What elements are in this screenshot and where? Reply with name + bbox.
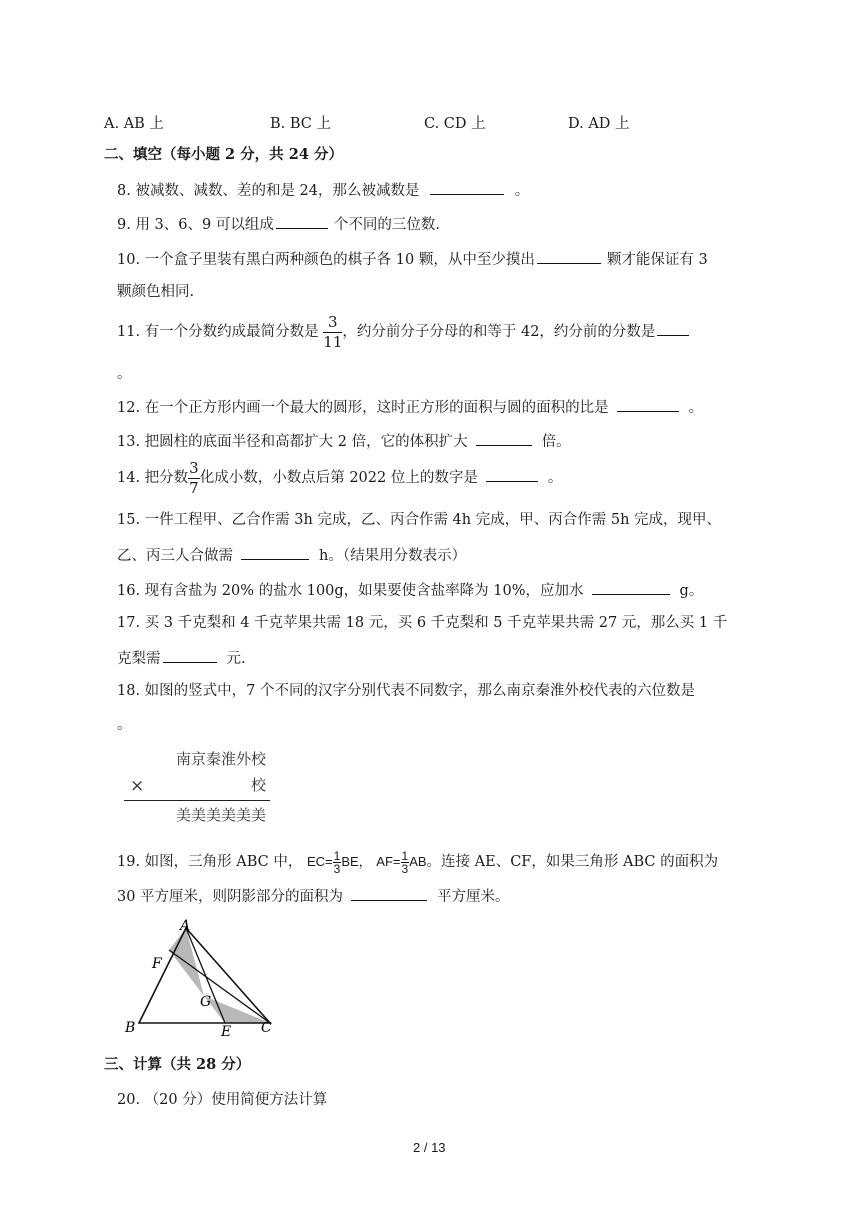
triangle-figure: [118, 918, 284, 1040]
q10-answer-blank[interactable]: [537, 249, 601, 264]
question-9: [117, 214, 440, 234]
option-a: A. AB 上: [104, 116, 164, 132]
option-b: B. BC 上: [270, 116, 332, 132]
q14-end: 。: [547, 470, 563, 486]
ec-label: EC=: [307, 854, 333, 869]
puzzle-row-2: 校: [250, 776, 266, 794]
q14-answer-blank[interactable]: [486, 467, 538, 482]
q15-text-b: h。（结果用分数表示）: [319, 548, 467, 564]
q9-text-a: 9. 用 3、6、9 可以组成: [117, 217, 274, 233]
q16-answer-blank[interactable]: [592, 580, 670, 595]
label-c: C: [261, 1020, 272, 1036]
q14-fraction: [188, 458, 200, 497]
q14-numerator: 3: [189, 458, 199, 477]
af-fraction: [401, 850, 410, 875]
q15-answer-blank[interactable]: [241, 545, 309, 560]
af-numerator: 1: [401, 849, 409, 864]
question-16: [117, 580, 703, 600]
q9-text-b: 个不同的三位数.: [333, 217, 440, 233]
puzzle-row-1: 南京秦淮外校: [175, 750, 266, 768]
q19-line-2b: 平方厘米。: [437, 889, 510, 905]
q11-numerator: 3: [323, 315, 342, 333]
ec-denominator: 3: [333, 862, 341, 877]
question-12: [117, 397, 703, 417]
q11-text-b: ，约分前分子分母的和等于 42，约分前的分数是: [342, 324, 656, 340]
label-g: G: [200, 994, 212, 1010]
q14-text-a: 14. 把分数: [117, 470, 189, 486]
q13-text-a: 13. 把圆柱的底面半径和高都扩大 2 倍，它的体积扩大: [117, 434, 468, 450]
q15-text-a: 乙、丙三人合做需: [117, 548, 233, 564]
q10-text-b: 颗才能保证有 3: [606, 252, 708, 268]
q11-denominator: 11: [323, 332, 343, 351]
q13-text-b: 倍。: [541, 434, 571, 450]
q12-answer-blank[interactable]: [617, 397, 679, 412]
question-13: [117, 431, 571, 451]
section-3-title: 三、计算（共 28 分）: [104, 1056, 251, 1073]
ec-tail: BE，: [341, 854, 372, 869]
puzzle-rule: [124, 800, 270, 801]
shaded-region-bottom: [204, 996, 270, 1023]
q13-answer-blank[interactable]: [476, 431, 532, 446]
q8-end: 。: [514, 183, 530, 199]
q10-text-a: 10. 一个盒子里装有黑白两种颜色的棋子各 10 颗，从中至少摸出: [117, 252, 535, 268]
question-8: [117, 180, 529, 200]
question-11: [117, 314, 689, 350]
q16-text-a: 16. 现有含盐为 20% 的盐水 100g，如果要使含盐率降为 10%，应加水: [117, 583, 584, 599]
question-19-line-2: [117, 886, 510, 906]
q14-text-b: 化成小数，小数点后第 2022 位上的数字是: [199, 470, 478, 486]
multiplication-puzzle-figure: [120, 742, 270, 824]
q17-text-b: 元.: [226, 651, 246, 667]
af-tail: AB: [409, 854, 427, 869]
puzzle-result: 美美美美美美: [175, 806, 266, 824]
question-14: [117, 460, 562, 496]
option-d: D. AD 上: [568, 116, 630, 132]
label-e: E: [221, 1024, 232, 1040]
q8-text: 8. 被减数、减数、差的和是 24，那么被减数是: [117, 183, 420, 199]
af-label: AF=: [376, 854, 401, 869]
q17-text-a: 克梨需: [117, 651, 161, 667]
label-f: F: [152, 956, 162, 972]
q11-answer-blank[interactable]: [657, 321, 689, 336]
q12-end: 。: [688, 400, 704, 416]
q11-line-2: 。: [117, 366, 132, 382]
question-17-line-2: [117, 648, 246, 668]
q11-text-a: 11. 有一个分数约成最简分数是: [117, 324, 319, 340]
q8-answer-blank[interactable]: [430, 180, 504, 195]
q17-answer-blank[interactable]: [163, 648, 217, 663]
q12-text: 12. 在一个正方形内画一个最大的圆形，这时正方形的面积与圆的面积的比是: [117, 400, 609, 416]
question-19-line-1: [117, 838, 718, 886]
page-number: 2 / 13: [413, 1140, 446, 1155]
question-15-line-1: 15. 一件工程甲、乙合作需 3h 完成，乙、丙合作需 4h 完成，甲、丙合作需 5h 完成，现甲、: [117, 512, 722, 528]
q19-answer-blank[interactable]: [351, 886, 427, 901]
q11-fraction: [323, 312, 343, 351]
question-20: 20. （20 分）使用简便方法计算: [117, 1092, 328, 1108]
q19-text-a: 19. 如图，三角形 ABC 中，: [117, 854, 303, 870]
question-18-line-1: 18. 如图的竖式中，7 个不同的汉字分别代表不同数字，那么南京秦淮外校代表的六位数是: [117, 683, 695, 699]
question-17-line-1: 17. 买 3 千克梨和 4 千克苹果共需 18 元，买 6 千克梨和 5 千克苹果共需 27 元，那么买 1 千: [117, 615, 728, 631]
q19-formula-ec: [307, 849, 372, 877]
question-15-line-2: [117, 545, 466, 565]
ec-numerator: 1: [333, 849, 341, 864]
question-10-line-1: [117, 249, 708, 269]
option-c: C. CD 上: [424, 116, 486, 132]
q19-text-b: 。连接 AE、CF，如果三角形 ABC 的面积为: [426, 854, 719, 870]
label-b: B: [125, 1020, 136, 1036]
question-10-line-2: 颗颜色相同.: [117, 284, 195, 300]
q16-text-b: g。: [679, 583, 704, 599]
q19-formula-af: [376, 849, 427, 877]
q19-line-2a: 30 平方厘米，则阴影部分的面积为: [117, 889, 344, 905]
section-2-title: 二、填空（每小题 2 分，共 24 分）: [104, 146, 343, 163]
q14-denominator: 7: [189, 478, 199, 497]
puzzle-times-sign: ×: [130, 776, 145, 796]
label-a: A: [180, 918, 191, 934]
q9-answer-blank[interactable]: [276, 214, 328, 229]
af-denominator: 3: [401, 862, 409, 877]
question-18-line-2: 。: [117, 717, 132, 733]
